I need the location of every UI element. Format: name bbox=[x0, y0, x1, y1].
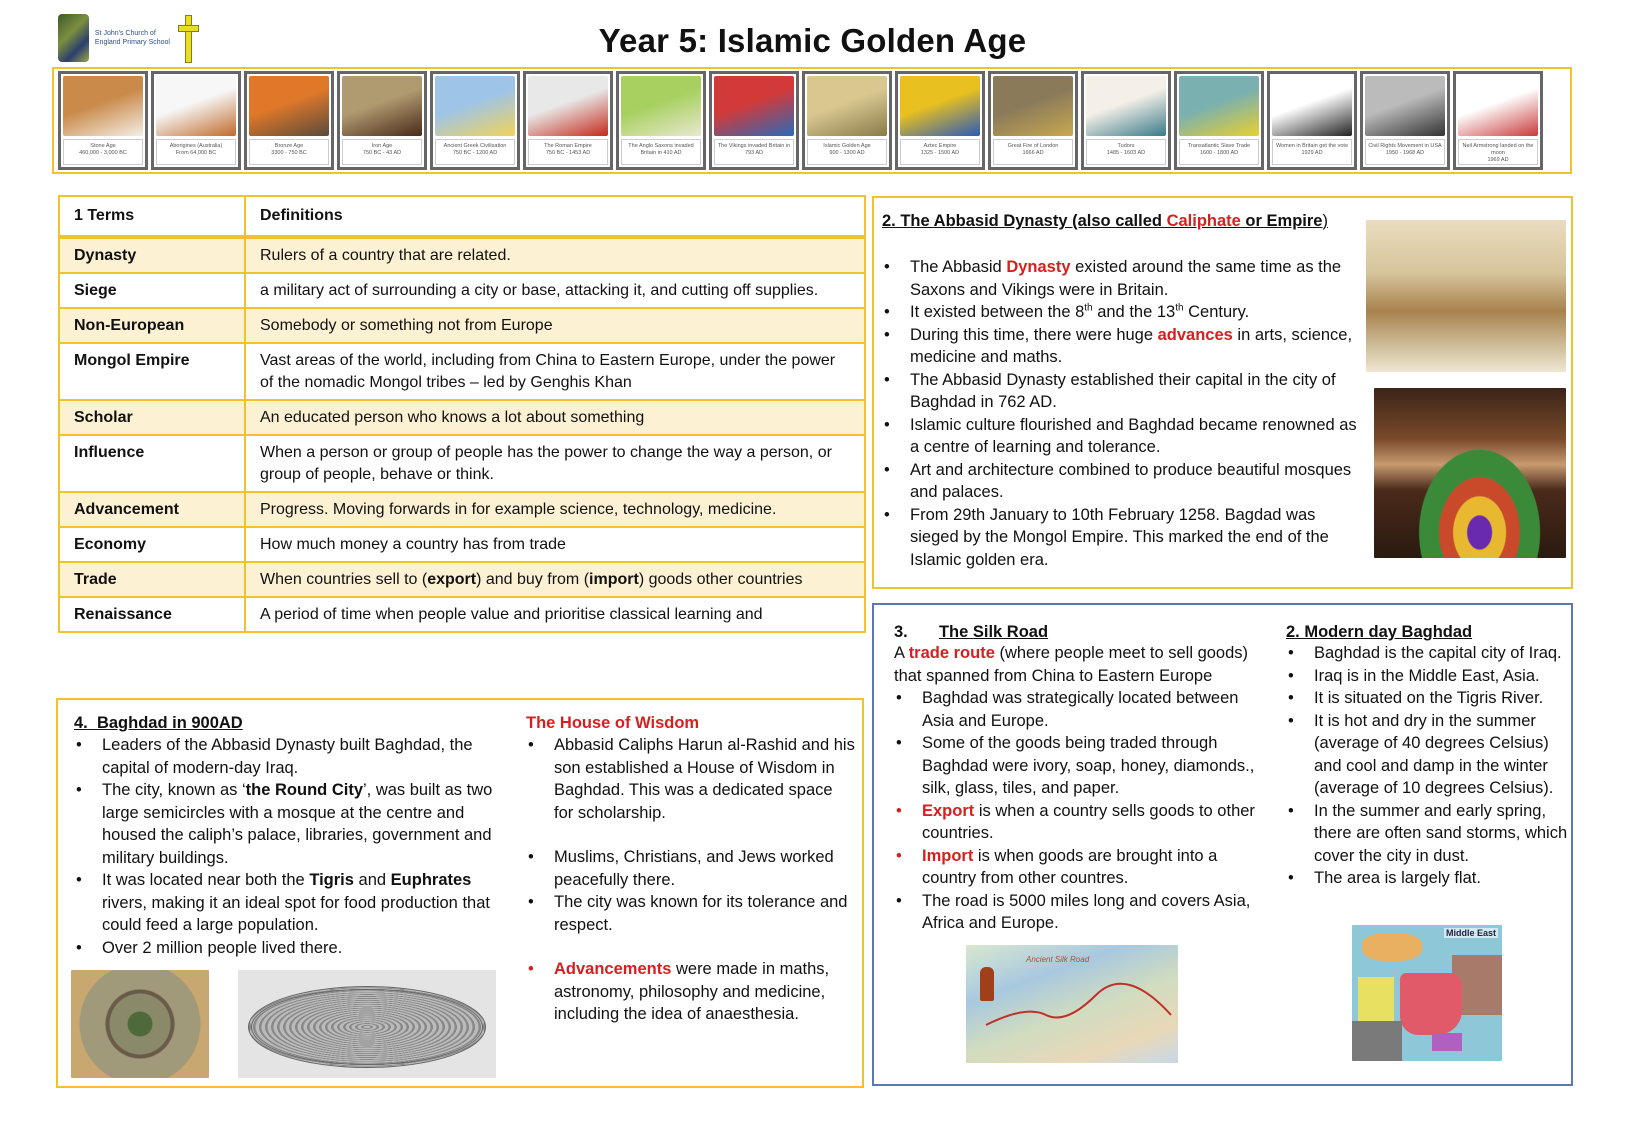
timeline-card-image bbox=[342, 76, 422, 136]
baghdad-900ad-column bbox=[74, 714, 494, 959]
timeline-card-image bbox=[1365, 76, 1445, 136]
timeline-card[interactable] bbox=[802, 71, 892, 170]
house-of-wisdom-bullets bbox=[526, 734, 856, 1026]
term-cell: Influence bbox=[59, 435, 245, 492]
list-item: • Advancements were made in maths, astronomy, philosophy and medicine, including the idea of anaesthesia. bbox=[526, 958, 856, 1026]
table-row bbox=[59, 400, 865, 435]
timeline-card[interactable] bbox=[244, 71, 334, 170]
silk-road-heading bbox=[894, 623, 1264, 642]
timeline-card-image bbox=[1179, 76, 1259, 136]
timeline-card-caption bbox=[1365, 139, 1445, 165]
baghdad-900ad-bullets bbox=[74, 734, 494, 959]
baghdad-900ad-section bbox=[56, 698, 864, 1088]
section-number: 4. bbox=[74, 714, 88, 732]
timeline-card-image bbox=[63, 76, 143, 136]
timeline-card[interactable] bbox=[988, 71, 1078, 170]
timeline-card-caption bbox=[1086, 139, 1166, 165]
timeline-card-image bbox=[249, 76, 329, 136]
timeline-card-dates: 460,000 - 3,000 BC bbox=[79, 149, 127, 156]
list-item: • From 29th January to 10th February 1258. Bagdad was sieged by the Mongol Empire. This marked the end of the Islamic golden era. bbox=[882, 504, 1357, 572]
timeline-card-image bbox=[435, 76, 515, 136]
list-item: • Art and architecture combined to produce beautiful mosques and palaces. bbox=[882, 459, 1357, 504]
timeline-card-label: Aztec Empire bbox=[923, 142, 957, 149]
timeline-card-dates: 1666 AD bbox=[1022, 149, 1044, 156]
timeline-card-caption bbox=[1272, 139, 1352, 165]
timeline-card-label: Islamic Golden Age bbox=[823, 142, 871, 149]
page-title: Year 5: Islamic Golden Age bbox=[598, 22, 1027, 59]
timeline-card-dates: 1950 - 1968 AD bbox=[1385, 149, 1425, 156]
timeline-card-dates: 1485 - 1603 AD bbox=[1106, 149, 1146, 156]
modern-baghdad-title: 2. Modern day Baghdad bbox=[1286, 623, 1473, 641]
timeline-card[interactable] bbox=[1174, 71, 1264, 170]
table-row bbox=[59, 562, 865, 597]
route-line-icon bbox=[966, 945, 1178, 1063]
abbasid-court-painting-image bbox=[1366, 220, 1566, 372]
term-cell: Scholar bbox=[59, 400, 245, 435]
definition-text: ) and buy from ( bbox=[476, 571, 590, 588]
section-title: Baghdad in 900AD bbox=[96, 714, 243, 732]
timeline-card-image bbox=[156, 76, 236, 136]
term-cell: Non-European bbox=[59, 308, 245, 343]
definition-cell: Somebody or something not from Europe bbox=[245, 308, 865, 343]
list-item: • The city, known as ‘the Round City’, was built as two large semicircles with a mosque at the centre and housed the caliph’s palace, libraries, government and military buildings. bbox=[74, 779, 494, 869]
abbasid-dynasty-section bbox=[872, 196, 1573, 589]
timeline-card[interactable] bbox=[1081, 71, 1171, 170]
timeline-card-label: Transatlantic Slave Trade bbox=[1187, 142, 1251, 149]
timeline-card-caption bbox=[249, 139, 329, 165]
list-item: • It is situated on the Tigris River. bbox=[1286, 687, 1568, 710]
highlight-term: Export bbox=[922, 801, 975, 820]
term-cell: Economy bbox=[59, 527, 245, 562]
bold-term: Euphrates bbox=[390, 871, 472, 889]
table-row bbox=[59, 435, 865, 492]
timeline-card-caption bbox=[528, 139, 608, 165]
timeline-card-dates: 750 BC - 1453 AD bbox=[545, 149, 591, 156]
definition-cell: When a person or group of people has the power to change the way a person, or group of people, behave or think. bbox=[245, 435, 865, 492]
timeline-card-dates: 3300 - 750 BC bbox=[271, 149, 307, 156]
timeline-card-caption bbox=[156, 139, 236, 165]
timeline-card[interactable] bbox=[151, 71, 241, 170]
definition-text: ) goods other countries bbox=[638, 571, 803, 588]
section-title: The Silk Road bbox=[938, 623, 1049, 641]
list-item: • Leaders of the Abbasid Dynasty built Baghdad, the capital of modern-day Iraq. bbox=[74, 734, 494, 779]
section-number: 3. bbox=[894, 623, 908, 641]
timeline-card[interactable] bbox=[1267, 71, 1357, 170]
timeline-card[interactable] bbox=[1360, 71, 1450, 170]
silk-road-map-image bbox=[966, 945, 1178, 1063]
list-item: • The area is largely flat. bbox=[1286, 867, 1568, 890]
timeline-card-label: Aborigines (Australia) bbox=[169, 142, 223, 149]
timeline-card-image bbox=[1086, 76, 1166, 136]
highlight-term: advances bbox=[1157, 325, 1233, 344]
history-timeline bbox=[52, 67, 1572, 174]
timeline-card[interactable] bbox=[1453, 71, 1543, 170]
timeline-card-caption bbox=[1179, 139, 1259, 165]
timeline-card-label: Women in Britain get the vote bbox=[1275, 142, 1349, 149]
intro-text: A bbox=[894, 644, 909, 662]
list-item: • Some of the goods being traded through Baghdad were ivory, soap, honey, diamonds., silk, glass, tiles, and paper. bbox=[894, 732, 1264, 800]
silk-road-bullets bbox=[894, 687, 1264, 935]
highlight-term: Dynasty bbox=[1006, 258, 1071, 276]
highlight-term: Import bbox=[922, 846, 974, 865]
definition-cell: Progress. Moving forwards in for example science, technology, medicine. bbox=[245, 492, 865, 527]
superscript: th bbox=[1175, 302, 1184, 314]
definition-cell: How much money a country has from trade bbox=[245, 527, 865, 562]
term-cell: Advancement bbox=[59, 492, 245, 527]
highlight-term: Advancements bbox=[554, 960, 672, 978]
table-row bbox=[59, 308, 865, 343]
timeline-card-label: Civil Rights Movement in USA bbox=[1368, 142, 1442, 149]
timeline-card-label: Great Fire of London bbox=[1007, 142, 1059, 149]
trade-route-term: trade route bbox=[908, 644, 995, 662]
timeline-card-image bbox=[993, 76, 1073, 136]
abbasid-title bbox=[882, 212, 1382, 231]
timeline-card-image bbox=[1458, 76, 1538, 136]
bold-term: Tigris bbox=[309, 871, 354, 889]
timeline-card-caption bbox=[1458, 139, 1538, 165]
table-row bbox=[59, 597, 865, 632]
timeline-card[interactable] bbox=[616, 71, 706, 170]
definition-text: When countries sell to ( bbox=[260, 571, 428, 588]
table-row bbox=[59, 273, 865, 308]
bold-term: the Round City bbox=[245, 781, 363, 799]
modern-baghdad-bullets bbox=[1286, 642, 1568, 890]
list-item: • During this time, there were huge advances in arts, science, medicine and maths. bbox=[882, 324, 1357, 369]
term-cell: Mongol Empire bbox=[59, 343, 245, 400]
terms-table-header bbox=[59, 196, 865, 237]
list-item: • It existed between the 8th and the 13th Century. bbox=[882, 301, 1357, 324]
timeline-card-image bbox=[714, 76, 794, 136]
definition-cell: a military act of surrounding a city or base, attacking it, and cutting off supplies. bbox=[245, 273, 865, 308]
timeline-card-caption bbox=[993, 139, 1073, 165]
timeline-card-label: Stone Age bbox=[90, 142, 116, 149]
term-cell: Siege bbox=[59, 273, 245, 308]
silk-road-map-label: Ancient Silk Road bbox=[1026, 955, 1090, 964]
abbasid-bullets bbox=[882, 256, 1357, 571]
list-item: • Abbasid Caliphs Harun al-Rashid and his son established a House of Wisdom in Baghdad. This was a dedicated space for scholarship. bbox=[526, 734, 856, 824]
timeline-card-dates: 1969 AD bbox=[1487, 156, 1509, 163]
definition-cell bbox=[245, 562, 865, 597]
timeline-card-label: Neil Armstrong landed on the moon bbox=[1462, 142, 1534, 156]
middle-east-map-label: Middle East bbox=[1445, 928, 1496, 938]
timeline-card-image bbox=[528, 76, 608, 136]
timeline-card-label: Bronze Age bbox=[274, 142, 304, 149]
timeline-card-image bbox=[900, 76, 980, 136]
round-city-drawing-image bbox=[238, 970, 496, 1078]
timeline-card[interactable] bbox=[430, 71, 520, 170]
term-cell: Trade bbox=[59, 562, 245, 597]
list-item: • It is hot and dry in the summer (average of 40 degrees Celsius) and cool and damp in the winter (average of 10 degrees Celsius). bbox=[1286, 710, 1568, 800]
timeline-card[interactable] bbox=[58, 71, 148, 170]
house-of-wisdom-column bbox=[526, 714, 856, 1026]
timeline-card-image bbox=[621, 76, 701, 136]
terms-column-header: 1 Terms bbox=[59, 196, 245, 237]
title-part: or Empire bbox=[1240, 212, 1323, 230]
list-item: • Over 2 million people lived there. bbox=[74, 937, 494, 960]
terms-table bbox=[58, 195, 866, 633]
silk-road-column bbox=[894, 623, 1264, 935]
timeline-card-dates: 1600 - 1800 AD bbox=[1199, 149, 1239, 156]
list-item: • The Abbasid Dynasty existed around the same time as the Saxons and Vikings were in Britain. bbox=[882, 256, 1357, 301]
timeline-card-image bbox=[807, 76, 887, 136]
timeline-card-label: Tudors bbox=[1117, 142, 1135, 149]
bold-term: export bbox=[427, 571, 477, 588]
superscript: th bbox=[1084, 302, 1093, 314]
bold-term: import bbox=[589, 571, 639, 588]
list-item: • The Abbasid Dynasty established their capital in the city of Baghdad in 762 AD. bbox=[882, 369, 1357, 414]
silk-road-section bbox=[872, 603, 1573, 1086]
timeline-card-caption bbox=[807, 139, 887, 165]
timeline-card-caption bbox=[63, 139, 143, 165]
table-row bbox=[59, 527, 865, 562]
term-cell: Renaissance bbox=[59, 597, 245, 632]
table-row bbox=[59, 492, 865, 527]
list-item: • Import is when goods are brought into a country from other countres. bbox=[894, 845, 1264, 890]
section-heading bbox=[74, 714, 494, 733]
timeline-card-caption bbox=[714, 139, 794, 165]
house-of-wisdom-title: The House of Wisdom bbox=[526, 714, 700, 732]
middle-east-map-image bbox=[1352, 925, 1502, 1061]
list-item: • The city was known for its tolerance and respect. bbox=[526, 891, 856, 936]
list-item: • In the summer and early spring, there are often sand storms, which cover the city in dust. bbox=[1286, 800, 1568, 868]
definition-cell: Vast areas of the world, including from China to Eastern Europe, under the power of the nomadic Mongol tribes – led by Genghis Khan bbox=[245, 343, 865, 400]
timeline-card-dates: From 64,000 BC bbox=[175, 149, 217, 156]
list-item: • Baghdad is the capital city of Iraq. bbox=[1286, 642, 1568, 665]
table-row bbox=[59, 237, 865, 273]
list-item: • Export is when a country sells goods to other countries. bbox=[894, 800, 1264, 845]
timeline-card-label: The Anglo Saxons invaded Britain in 410 AD bbox=[628, 142, 694, 156]
timeline-card-dates: 1325 - 1500 AD bbox=[920, 149, 960, 156]
timeline-card[interactable] bbox=[709, 71, 799, 170]
timeline-card-caption bbox=[900, 139, 980, 165]
timeline-card-caption bbox=[621, 139, 701, 165]
term-cell: Dynasty bbox=[59, 237, 245, 273]
title-part: ) bbox=[1322, 212, 1328, 230]
definition-cell: A period of time when people value and prioritise classical learning and bbox=[245, 597, 865, 632]
terms-section bbox=[58, 195, 866, 698]
silk-road-intro bbox=[894, 642, 1264, 687]
timeline-card-caption bbox=[342, 139, 422, 165]
definitions-column-header: Definitions bbox=[245, 196, 865, 237]
mosque-stained-glass-image bbox=[1374, 388, 1566, 558]
timeline-card-image bbox=[1272, 76, 1352, 136]
list-item: • Baghdad was strategically located between Asia and Europe. bbox=[894, 687, 1264, 732]
timeline-card[interactable] bbox=[895, 71, 985, 170]
timeline-card-dates: 750 BC - 1200 AD bbox=[452, 149, 498, 156]
timeline-card-label: Ancient Greek Civilisation bbox=[443, 142, 507, 149]
list-item: • Iraq is in the Middle East, Asia. bbox=[1286, 665, 1568, 688]
timeline-card-dates: 900 - 1300 AD bbox=[829, 149, 865, 156]
timeline-card[interactable] bbox=[337, 71, 427, 170]
intro-text: (where people meet to sell goods) that spanned from China to Eastern Europe bbox=[894, 644, 1249, 685]
timeline-card[interactable] bbox=[523, 71, 613, 170]
title-caliphate: Caliphate bbox=[1166, 212, 1241, 230]
timeline-card-dates: 750 BC - 43 AD bbox=[362, 149, 402, 156]
list-item: • Muslims, Christians, and Jews worked peacefully there. bbox=[526, 846, 856, 891]
table-row bbox=[59, 343, 865, 400]
definition-cell: An educated person who knows a lot about something bbox=[245, 400, 865, 435]
list-item: • Islamic culture flourished and Baghdad became renowned as a centre of learning and tolerance. bbox=[882, 414, 1357, 459]
modern-baghdad-column bbox=[1286, 623, 1568, 890]
timeline-card-caption bbox=[435, 139, 515, 165]
timeline-card-label: The Roman Empire bbox=[544, 142, 592, 149]
title-part: 2. The Abbasid Dynasty (also called bbox=[882, 212, 1167, 230]
list-item: • The road is 5000 miles long and covers Asia, Africa and Europe. bbox=[894, 890, 1264, 935]
definition-cell: Rulers of a country that are related. bbox=[245, 237, 865, 273]
list-item: • It was located near both the Tigris and Euphrates rivers, making it an ideal spot for food production that could feed a large population. bbox=[74, 869, 494, 937]
timeline-card-label: The Vikings invaded Britain in 793 AD bbox=[717, 142, 791, 156]
timeline-card-label: Iron Age bbox=[371, 142, 393, 149]
round-city-aerial-image bbox=[71, 970, 209, 1078]
school-name: St John's Church of England Primary School bbox=[94, 30, 170, 46]
timeline-card-dates: 1929 AD bbox=[1301, 149, 1323, 156]
